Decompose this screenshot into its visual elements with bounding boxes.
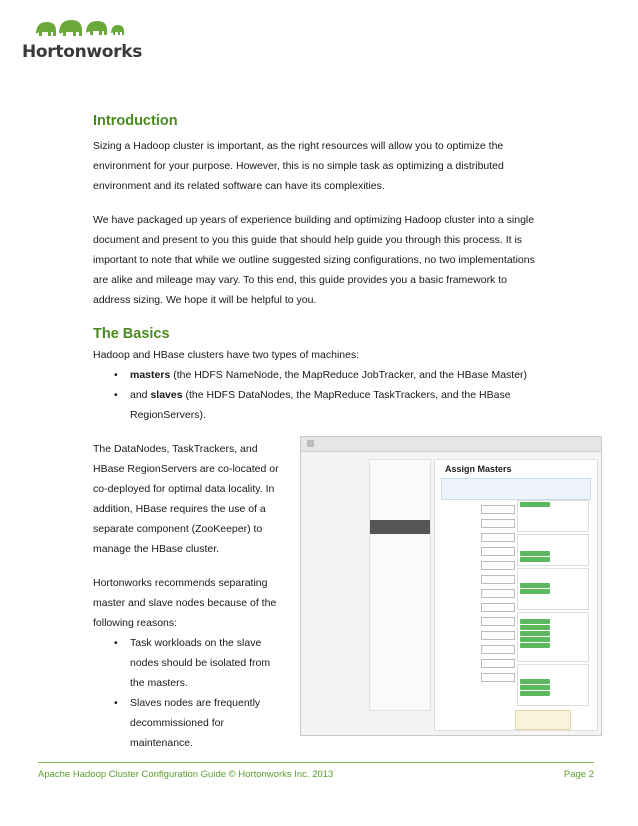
service-tag bbox=[520, 589, 550, 594]
host-select bbox=[481, 519, 515, 528]
host-select bbox=[481, 575, 515, 584]
elephants-icon bbox=[26, 12, 126, 42]
host-select bbox=[481, 505, 515, 514]
logo-wordmark: Hortonworks bbox=[22, 42, 143, 62]
host-card bbox=[517, 534, 589, 566]
intro-para1-line: environment and its related software can have its complexities. bbox=[93, 180, 385, 192]
intro-para2-line: We have packaged up years of experience building and optimizing Hadoop cluster into a single bbox=[93, 214, 535, 226]
screenshot-titlebar bbox=[301, 437, 601, 452]
host-select bbox=[481, 589, 515, 598]
heading-the-basics: The Basics bbox=[93, 326, 170, 342]
host-select bbox=[481, 659, 515, 668]
service-tag bbox=[520, 625, 550, 630]
wizard-sidebar bbox=[369, 459, 431, 711]
hortonworks-logo bbox=[22, 12, 143, 62]
service-tag bbox=[520, 637, 550, 642]
host-card bbox=[517, 568, 589, 610]
host-select bbox=[481, 673, 515, 682]
intro-para2-line: address sizing. We hope it will be helpful to you. bbox=[93, 294, 317, 306]
next-button-area bbox=[515, 710, 571, 730]
heading-introduction: Introduction bbox=[93, 113, 178, 129]
colocated-paragraph: The DataNodes, TaskTrackers, and HBase RegionServers are co-located or co-deployed for optimal data locality. In addition, HBase requires the use of a separate component (ZooKeeper) to manage the HBase cluster. Hortonworks recommends separating master and slave nodes because of the following reasons: • Task workloads on the slave nodes should be isolated from the masters. • Slaves nodes are frequently decommissioned for maintenance. bbox=[93, 439, 283, 753]
host-card bbox=[517, 612, 589, 662]
basics-lead: Hadoop and HBase clusters have two types of machines: bbox=[93, 349, 360, 361]
info-note bbox=[441, 478, 591, 500]
intro-para2-line: important to note that while we outline suggested sizing configurations, no two implementations bbox=[93, 254, 535, 266]
list-item: • Task workloads on the slave nodes should be isolated from the masters. bbox=[93, 633, 293, 693]
service-tag bbox=[520, 583, 550, 588]
host-select bbox=[481, 645, 515, 654]
list-item: • Slaves nodes are frequently decommissioned for maintenance. bbox=[93, 693, 293, 753]
service-tag bbox=[520, 679, 550, 684]
intro-para2-line: are alike and mileage may vary. To this end, this guide provides you a basic framework to bbox=[93, 274, 507, 286]
host-card bbox=[517, 500, 589, 532]
app-icon bbox=[307, 440, 314, 447]
service-tag bbox=[520, 619, 550, 624]
intro-para1-line: environment for your purpose. However, this is no simple task as optimizing a distributed bbox=[93, 160, 504, 172]
service-tag bbox=[520, 502, 550, 507]
intro-para2-line: document and present to you this guide that should help guide you through this process. It is bbox=[93, 234, 523, 246]
list-item: • masters (the HDFS NameNode, the MapReduce JobTracker, and the HBase Master) bbox=[93, 365, 563, 385]
machine-types-list bbox=[93, 365, 563, 425]
intro-para1-line: Sizing a Hadoop cluster is important, as the right resources will allow you to optimize the bbox=[93, 140, 504, 152]
screenshot-title: Assign Masters bbox=[445, 464, 512, 474]
footer-title: Apache Hadoop Cluster Configuration Guide © Hortonworks Inc. 2013 bbox=[38, 769, 334, 780]
list-item: • and slaves (the HDFS DataNodes, the MapReduce TaskTrackers, and the HBase RegionServers). bbox=[93, 385, 563, 425]
footer-divider bbox=[38, 762, 594, 763]
service-tag bbox=[520, 551, 550, 556]
host-select bbox=[481, 547, 515, 556]
wizard-main-panel bbox=[434, 459, 598, 731]
reasons-list bbox=[93, 633, 293, 753]
host-select bbox=[481, 533, 515, 542]
host-card bbox=[517, 664, 589, 706]
service-tag bbox=[520, 557, 550, 562]
host-select bbox=[481, 603, 515, 612]
service-tag bbox=[520, 691, 550, 696]
assign-masters-screenshot bbox=[300, 436, 602, 736]
service-tag bbox=[520, 685, 550, 690]
host-select bbox=[481, 631, 515, 640]
service-tag bbox=[520, 643, 550, 648]
page-number: Page 2 bbox=[563, 769, 594, 780]
host-select bbox=[481, 561, 515, 570]
service-tag bbox=[520, 631, 550, 636]
host-select bbox=[481, 617, 515, 626]
